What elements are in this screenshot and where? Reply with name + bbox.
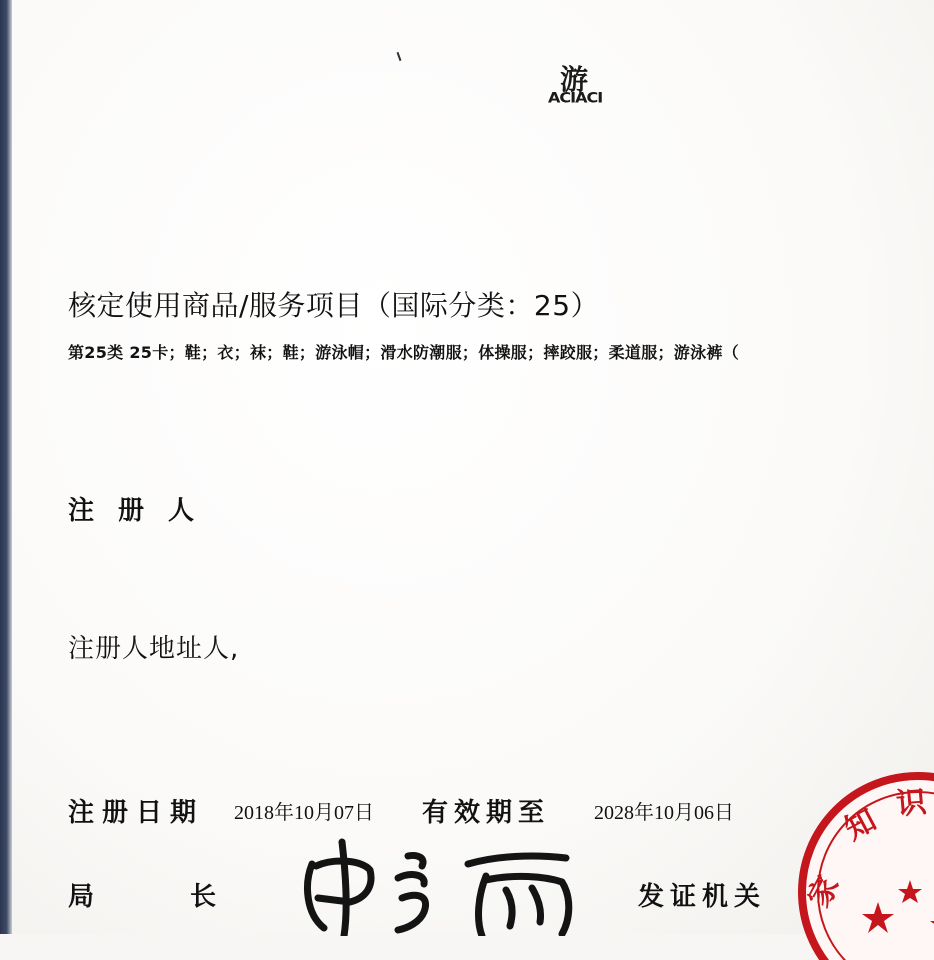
trademark-logo-glyph: 游 [560, 63, 586, 96]
goods-services-title: 核定使用商品/服务项目（国际分类：25） [68, 289, 600, 322]
goods-services-list: 第25类 25卡；鞋；衣；袜；鞋；游泳帽；滑水防潮服；体操服；摔跤服；柔道服；游泳裤（ [68, 343, 740, 362]
seal-char-2: 知 [839, 802, 883, 848]
registrant-label: 注册人 [68, 496, 219, 526]
issuing-authority-label: 发证机关 [638, 882, 767, 912]
trademark-logo-word: ACIACI [548, 88, 603, 107]
valid-until-value: 2028年10月06日 [594, 802, 734, 824]
document-left-edge [0, 0, 12, 934]
seal-char-1: 家 [801, 870, 847, 914]
director-label-left: 局 [68, 882, 95, 912]
director-label-right: 长 [190, 882, 217, 912]
valid-until-label: 有效期至 [422, 798, 551, 828]
trademark-logo [548, 58, 614, 110]
director-signature [300, 836, 590, 936]
seal-char-3: 识 [894, 784, 928, 823]
registrant-address-label: 注册人地址人, [68, 634, 240, 664]
registration-date-value: 2018年10月07日 [234, 802, 374, 824]
registration-date-label: 注册日期 [68, 798, 205, 828]
director-label [68, 876, 216, 913]
